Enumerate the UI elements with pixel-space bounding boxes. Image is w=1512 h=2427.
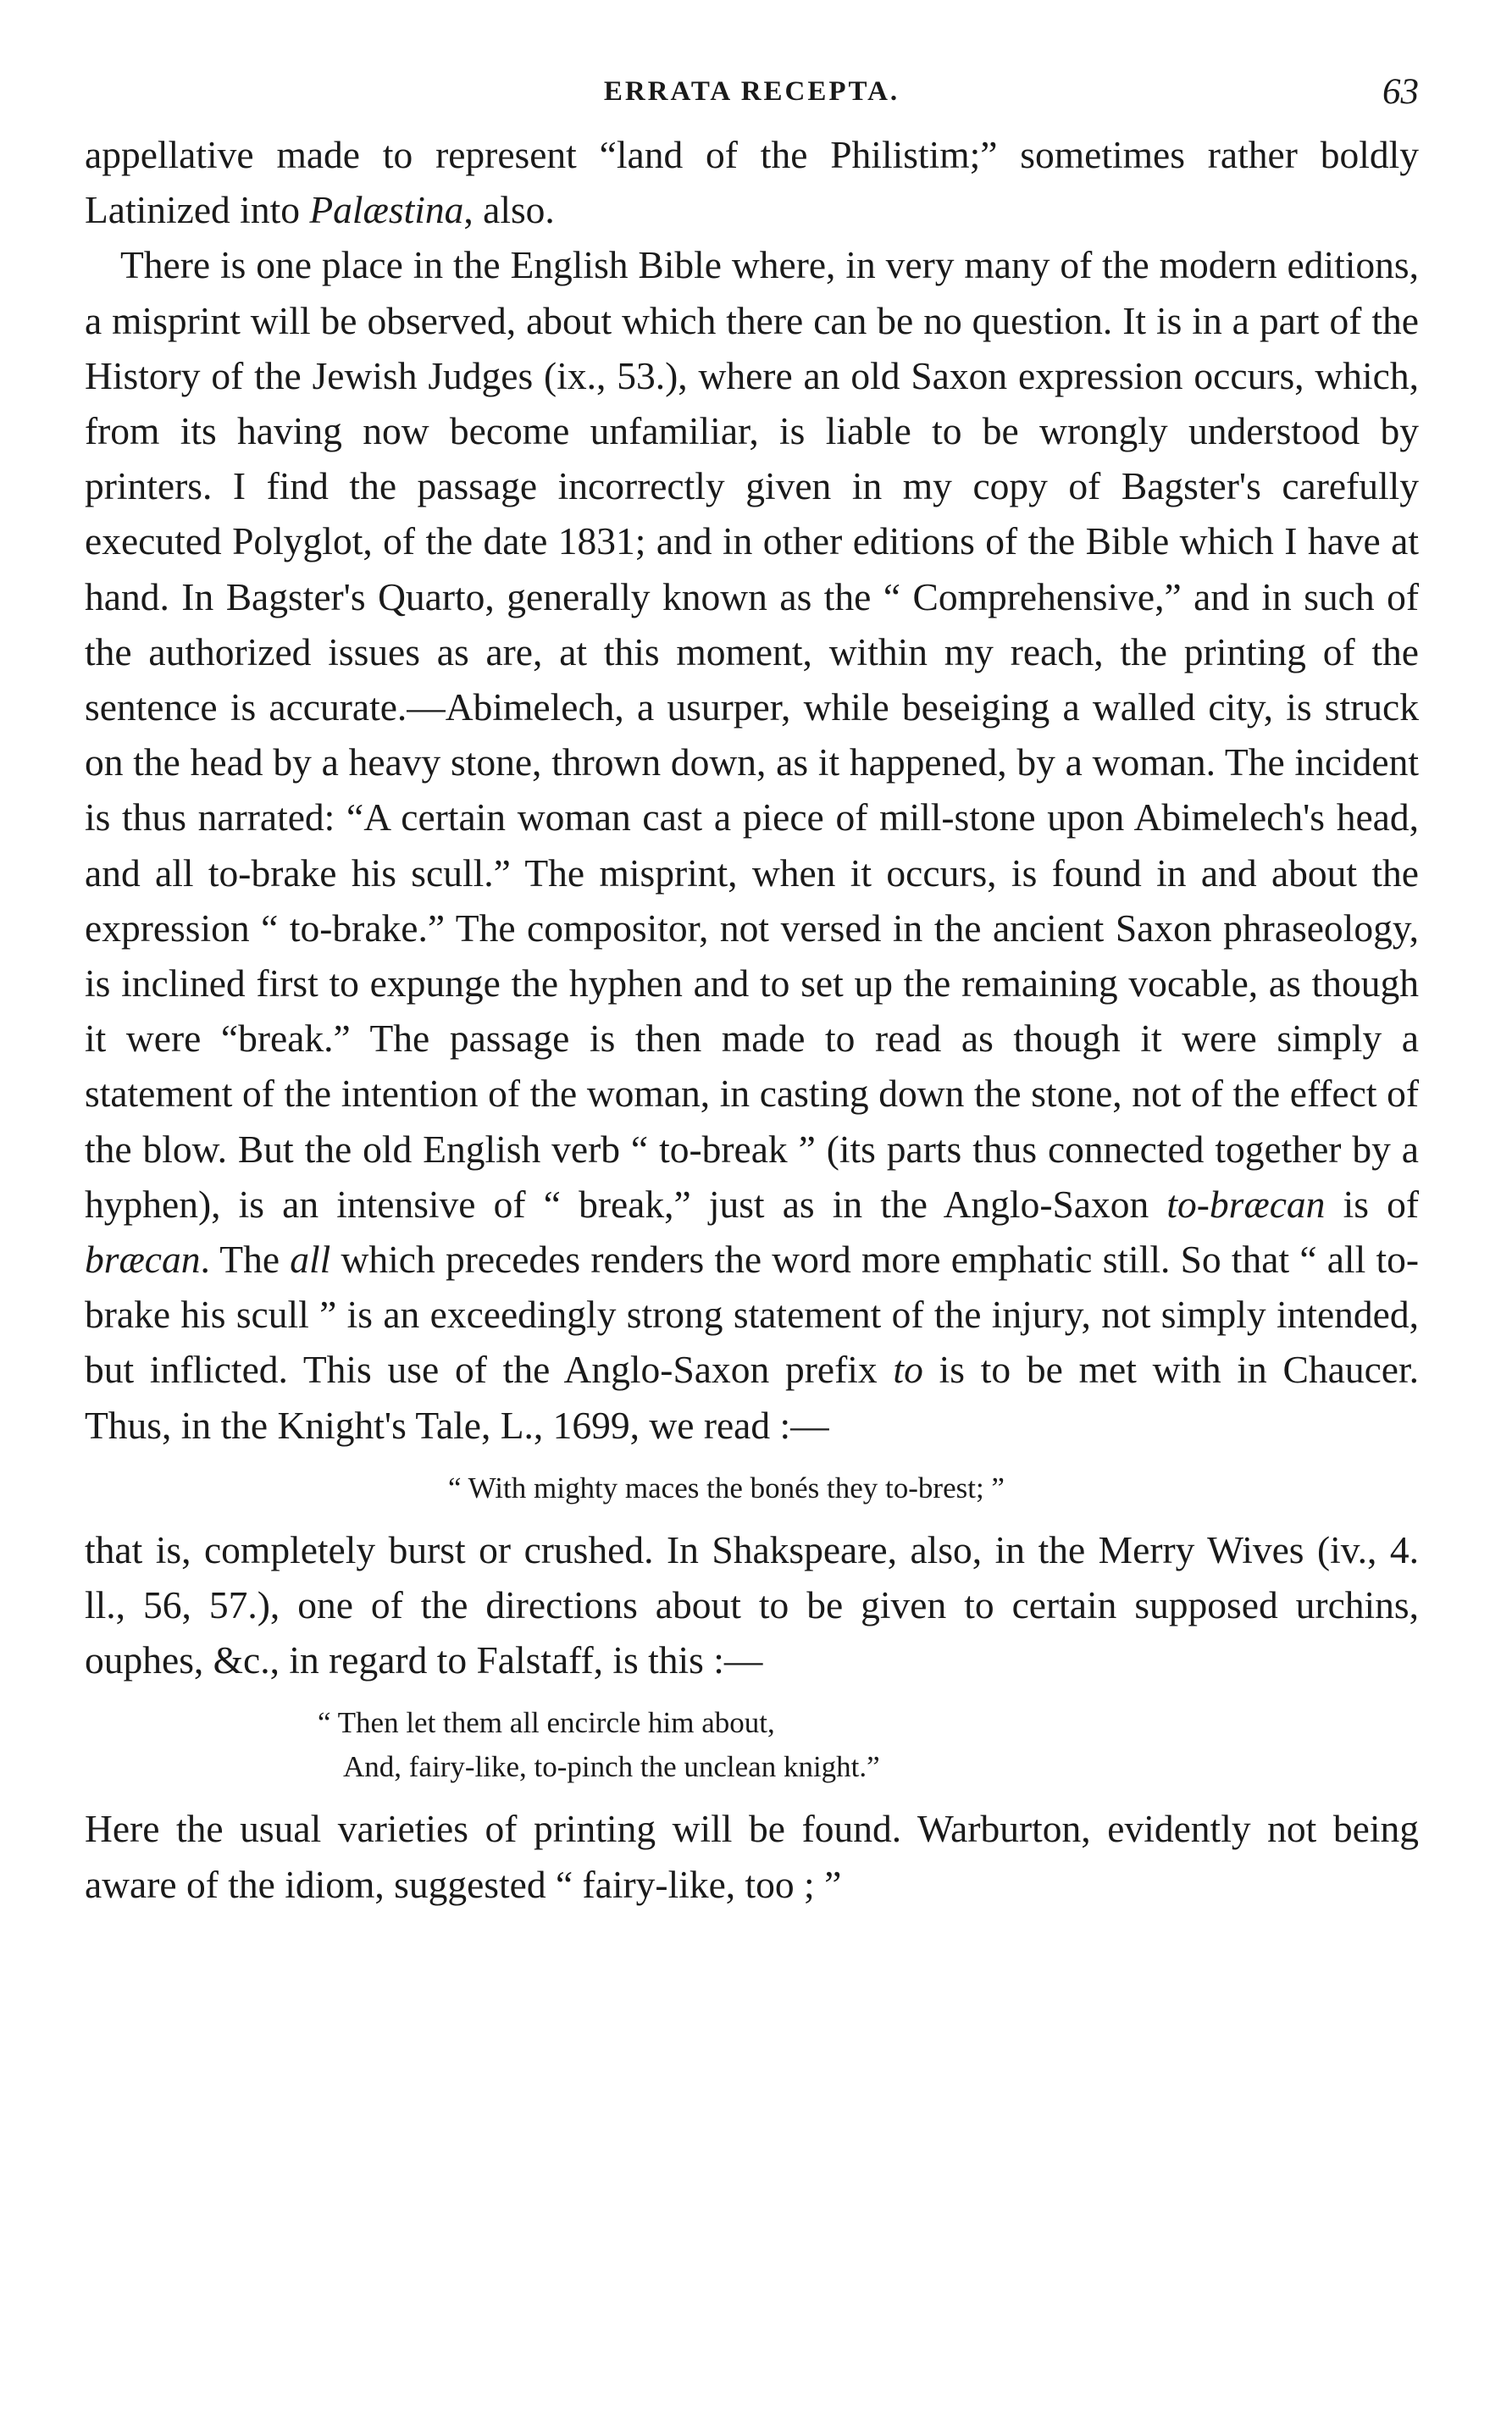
text-run: which precedes renders the word more emphatic still. So that “ all to-brake his scull ” is an exceedingly strong statement of the injury, not simply intended, but inflicted. This use of the Anglo-Saxon prefix xyxy=(85,1238,1419,1392)
paragraph-continuation-2: that is, completely burst or crushed. In Shakspeare, also, in the Merry Wives (iv., 4. ll., 56, 57.), one of the directions about to be given to certain supposed urchins, ouphes, &c., in regard to Falstaff, is this :— xyxy=(85,1527,1419,1682)
book-page xyxy=(85,71,1419,1912)
italic-word: Palæstina xyxy=(309,188,464,232)
text-run: appellative made to represent “land of the Philistim;” sometimes rather boldly Latinized into xyxy=(85,133,1419,232)
text-run: There is one place in the English Bible where, in very many of the modern editions, a misprint will be observed, about which there can be no question. It is in a part of the History of the Jewish Judges (ix., 53.), where an old Saxon expression occurs, which, from its having now become unfamiliar, is liable to be wrongly understood by printers. I find the passage incorrectly given in my copy of Bagster's carefully executed Polyglot, of the date 1831; and in other editions of the Bible which I have at hand. In Bagster's Quarto, generally known as the “ Comprehensive,” and in such of the authorized issues as are, at this moment, within my reach, the printing of the sentence is accurate.—Abimelech, a usurper, while beseiging a walled city, is struck on the head by a heavy stone, thrown down, as it happened, by a woman. The incident is thus narrated: “A certain woman cast a piece of mill-stone upon Abimelech's head, and all to-brake his scull.” The misprint, when it occurs, is found in and about the expression “ to-brake.” The compositor, not versed in the ancient Saxon phraseology, is inclined first to expunge the hyphen and to set up the remaining vocable, as though it were “break.” The passage is then made to read as though it were simply a statement of the intention of the woman, in casting down the stone, not of the effect of the blow. But the old English verb “ to-break ” (its parts thus connected together by a hyphen), is an intensive of “ break,” just as in the Anglo-Saxon xyxy=(85,243,1419,1226)
paragraph-final: Here the usual varieties of printing will be found. Warburton, evidently not being aware of the idiom, suggested “ fairy-like, too ; ” xyxy=(85,1807,1419,1906)
running-title: ERRATA RECEPTA. xyxy=(603,76,900,107)
italic-word: bræcan xyxy=(85,1238,201,1282)
text-run: . The xyxy=(200,1238,291,1282)
text-run: is of xyxy=(1325,1182,1419,1226)
verse-line-2: And, fairy-like, to-pinch the unclean knight.” xyxy=(343,1750,880,1784)
running-head xyxy=(85,71,1419,119)
text-run: is to be met with in Chaucer. Thus, in the Knight's Tale, L., 1699, we read :— xyxy=(85,1348,1419,1447)
verse-line-1: “ Then let them all encircle him about, xyxy=(318,1706,775,1740)
italic-word: all xyxy=(290,1238,331,1282)
quotation-chaucer: “ With mighty maces the bonés they to-brest; ” xyxy=(448,1471,1005,1504)
italic-word: to xyxy=(893,1348,923,1392)
paragraph-continuation xyxy=(85,127,1419,237)
quotation-shakspeare xyxy=(85,1701,1419,1789)
text-run: , also. xyxy=(463,188,555,232)
body-text xyxy=(85,127,1419,1912)
page-number: 63 xyxy=(1382,72,1419,112)
italic-word: to-bræcan xyxy=(1166,1182,1326,1226)
paragraph-main xyxy=(85,237,1419,1452)
